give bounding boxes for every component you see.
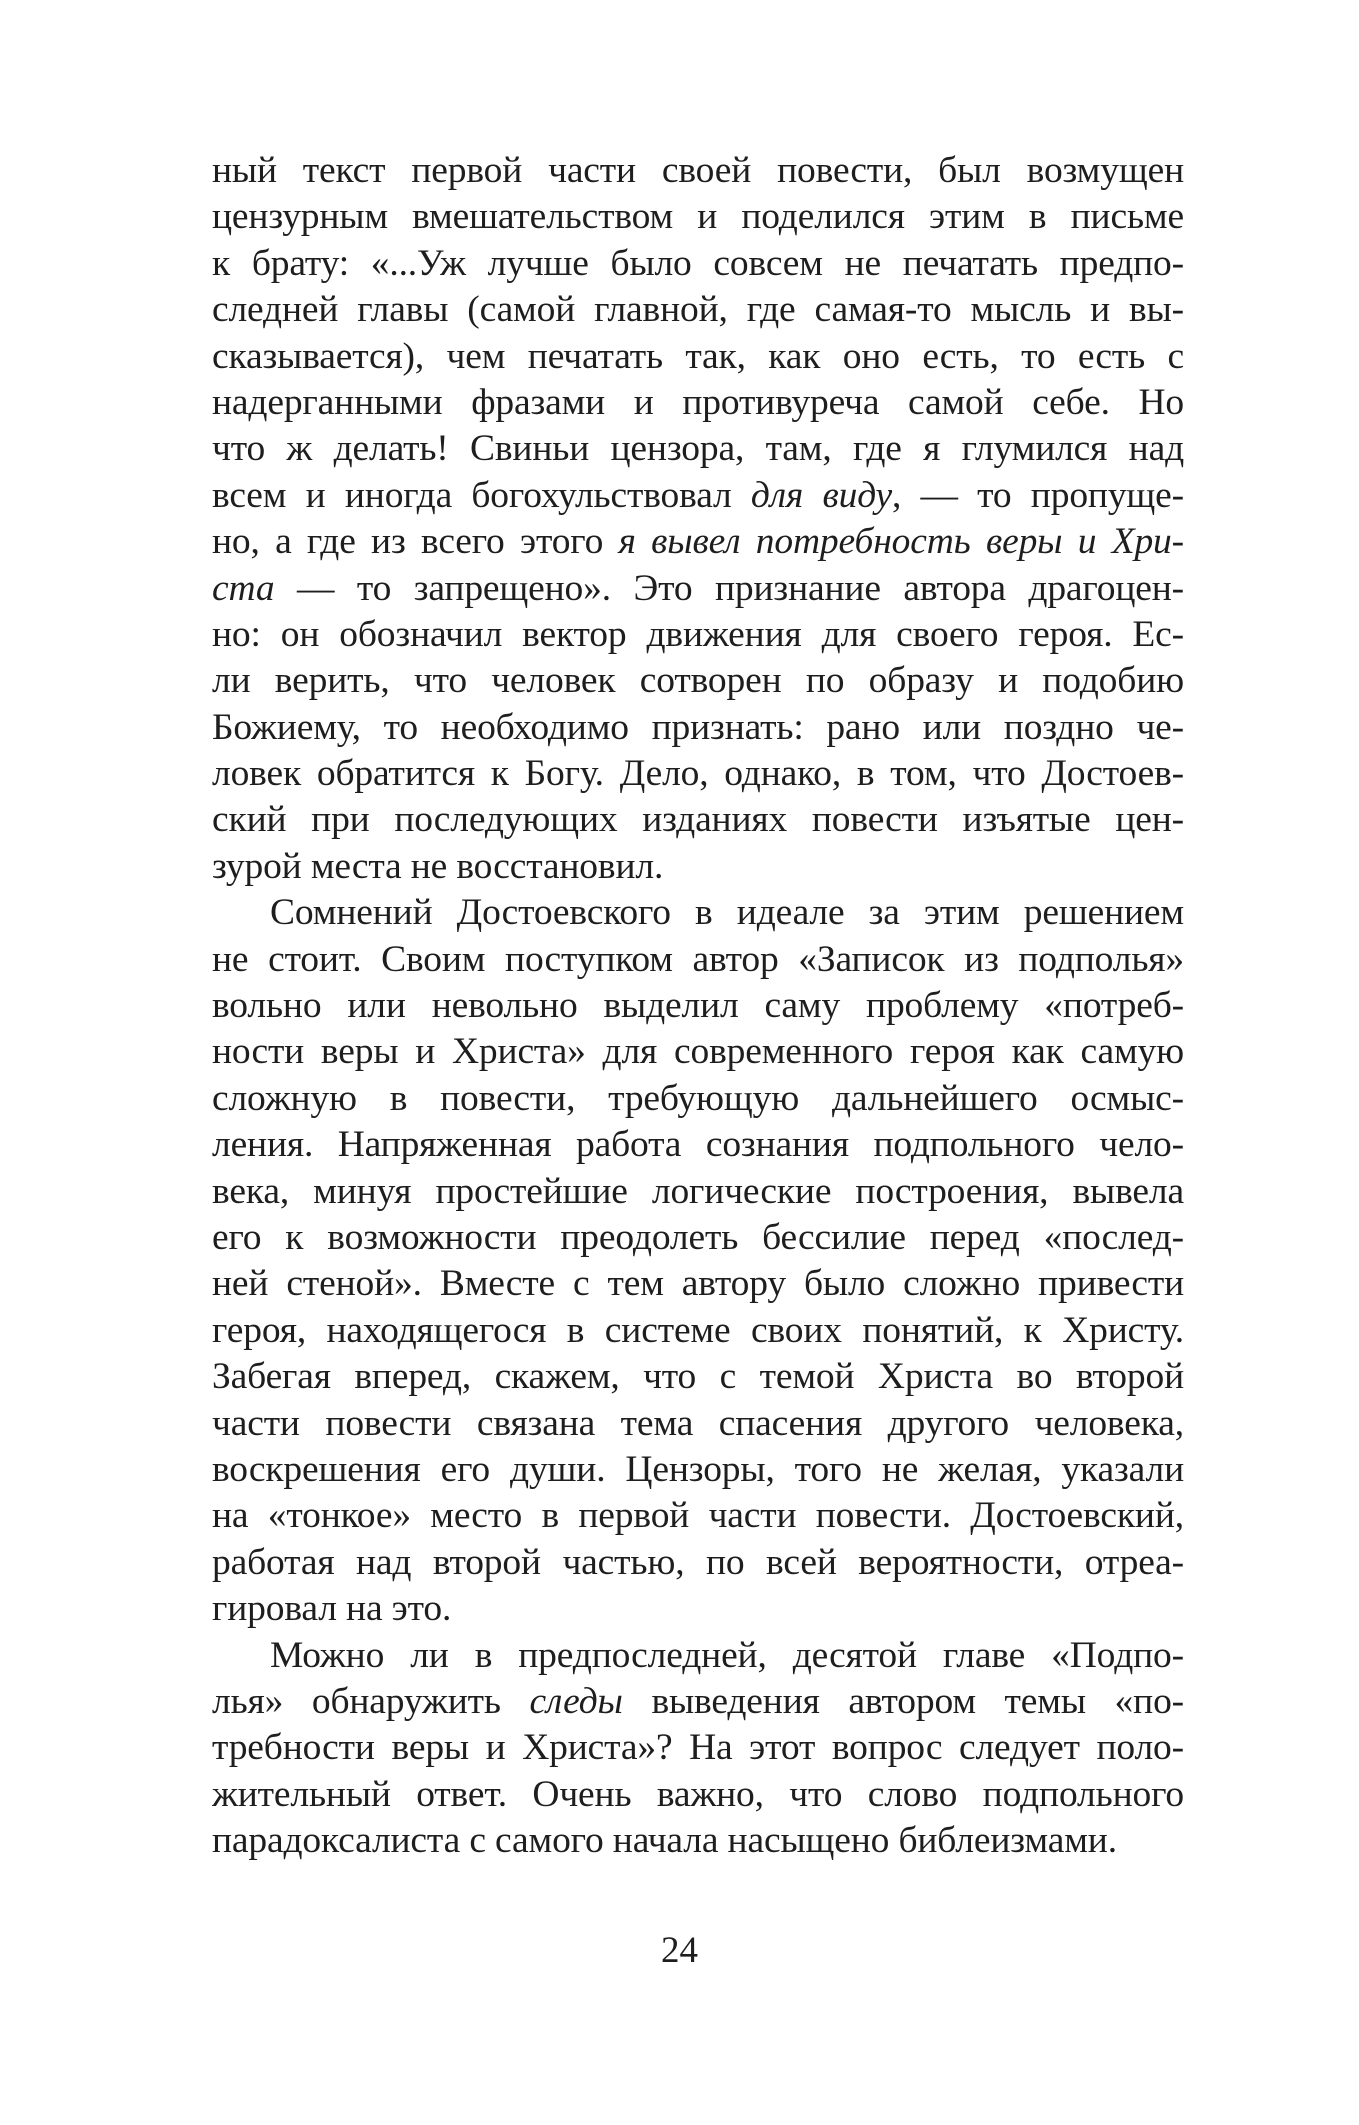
- text-segment: парадоксалиста с самого начала насыщено библеизмами.: [212, 1820, 1117, 1862]
- page-number: 24: [661, 1930, 698, 1971]
- text-segment: цензурным вмешательством и поделился этим в письме: [212, 196, 1184, 238]
- text-segment: к брату: «...Уж лучше было совсем не печатать предпо-: [212, 242, 1184, 284]
- text-line: [212, 983, 1184, 1029]
- text-line: [212, 1447, 1184, 1493]
- text-segment: сложную в повести, требующую дальнейшего осмыс-: [212, 1077, 1184, 1119]
- text-line: [212, 1586, 1184, 1632]
- text-segment: ловек обратится к Богу. Дело, однако, в том, что Достоев-: [212, 753, 1184, 795]
- text-line: [212, 380, 1184, 426]
- text-segment: ли верить, что человек сотворен по образу и подобию: [212, 660, 1184, 702]
- text-segment: работая над второй частью, по всей вероятности, отреа-: [212, 1541, 1184, 1583]
- text-line: [212, 1818, 1184, 1864]
- text-line: [212, 1401, 1184, 1447]
- text-segment: на «тонкое» место в первой части повести. Достоевский,: [212, 1495, 1184, 1537]
- text-segment: вольно или невольно выделил саму проблему «потреб-: [212, 985, 1184, 1027]
- text-segment: ности веры и Христа» для современного героя как самую: [212, 1031, 1184, 1073]
- text-segment: сказывается), чем печатать так, как оно есть, то есть с: [212, 335, 1184, 377]
- text-segment: Божиему, то необходимо признать: рано или поздно че-: [212, 706, 1184, 748]
- text-segment: что ж делать! Свиньи цензора, там, где я глумился над: [212, 428, 1184, 470]
- text-line: [212, 148, 1184, 194]
- text-segment: ления. Напряженная работа сознания подпольного чело-: [212, 1124, 1184, 1166]
- text-line: [212, 937, 1184, 983]
- text-line: [212, 1354, 1184, 1400]
- text-line: [212, 1772, 1184, 1818]
- text-line: [212, 1679, 1184, 1725]
- italic-text: ста: [212, 567, 275, 609]
- text-line: [212, 473, 1184, 519]
- text-line: [212, 705, 1184, 751]
- body-text: [212, 148, 1184, 1864]
- text-segment: не стоит. Своим поступком автор «Записок из подполья»: [212, 938, 1184, 980]
- text-segment: выведения автором темы «по-: [622, 1680, 1184, 1722]
- text-line: [212, 1540, 1184, 1586]
- text-segment: Сомнений Достоевского в идеале за этим решением: [270, 892, 1184, 934]
- text-line: [212, 566, 1184, 612]
- text-segment: ный текст первой части своей повести, был возмущен: [212, 150, 1184, 191]
- text-segment: — то запрещено». Это признание автора драгоцен-: [274, 567, 1184, 609]
- text-segment: надерганными фразами и противуреча самой себе. Но: [212, 381, 1184, 423]
- text-segment: ский при последующих изданиях повести изъятые цен-: [212, 799, 1184, 841]
- text-line: [212, 1169, 1184, 1215]
- text-line: [212, 797, 1184, 843]
- text-segment: части повести связана тема спасения другого человека,: [212, 1402, 1184, 1444]
- text-segment: Можно ли в предпоследней, десятой главе «Подпо-: [270, 1634, 1184, 1676]
- text-segment: требности веры и Христа»? На этот вопрос следует поло-: [212, 1727, 1184, 1769]
- text-segment: жительный ответ. Очень важно, что слово подпольного: [212, 1773, 1184, 1815]
- text-segment: Забегая вперед, скажем, что с темой Христа во второй: [212, 1356, 1184, 1398]
- text-line: [212, 612, 1184, 658]
- text-segment: следней главы (самой главной, где самая-то мысль и вы-: [212, 289, 1184, 331]
- italic-text: следы: [529, 1680, 623, 1722]
- text-line: [212, 334, 1184, 380]
- text-line: [212, 1493, 1184, 1539]
- text-segment: его к возможности преодолеть бессилие перед «послед-: [212, 1216, 1184, 1258]
- text-line: [212, 1215, 1184, 1261]
- paragraph: [212, 890, 1184, 1632]
- text-line: [212, 751, 1184, 797]
- text-segment: но, а где из всего этого: [212, 521, 619, 563]
- text-line: [212, 1076, 1184, 1122]
- text-segment: но: он обозначил вектор движения для своего героя. Ес-: [212, 613, 1184, 655]
- text-segment: гировал на это.: [212, 1588, 452, 1630]
- text-segment: воскрешения его души. Цензоры, того не желая, указали: [212, 1448, 1184, 1490]
- text-line: [212, 426, 1184, 472]
- text-line: [212, 1122, 1184, 1168]
- text-line: [212, 1308, 1184, 1354]
- text-line: [212, 519, 1184, 565]
- italic-text: я вывел потребность веры и Хри-: [618, 521, 1184, 563]
- text-line: [212, 1261, 1184, 1307]
- text-line: [212, 1725, 1184, 1771]
- text-segment: ней стеной». Вместе с тем автору было сложно привести: [212, 1263, 1184, 1305]
- text-line: [212, 844, 1184, 890]
- text-line: [212, 658, 1184, 704]
- text-segment: героя, находящегося в системе своих понятий, к Христу.: [212, 1309, 1184, 1351]
- text-line: [212, 890, 1184, 936]
- paragraph: [212, 148, 1184, 890]
- paragraph: [212, 1633, 1184, 1865]
- text-segment: лья» обнаружить: [212, 1680, 530, 1722]
- text-segment: всем и иногда богохульствовал: [212, 474, 751, 516]
- italic-text: для виду: [750, 474, 893, 516]
- text-segment: века, минуя простейшие логические построения, вывела: [212, 1170, 1184, 1212]
- text-segment: зурой места не восстановил.: [212, 845, 664, 887]
- text-line: [212, 194, 1184, 240]
- text-line: [212, 1633, 1184, 1679]
- text-line: [212, 1029, 1184, 1075]
- text-line: [212, 287, 1184, 333]
- text-segment: , — то пропуще-: [892, 474, 1184, 516]
- text-line: [212, 241, 1184, 287]
